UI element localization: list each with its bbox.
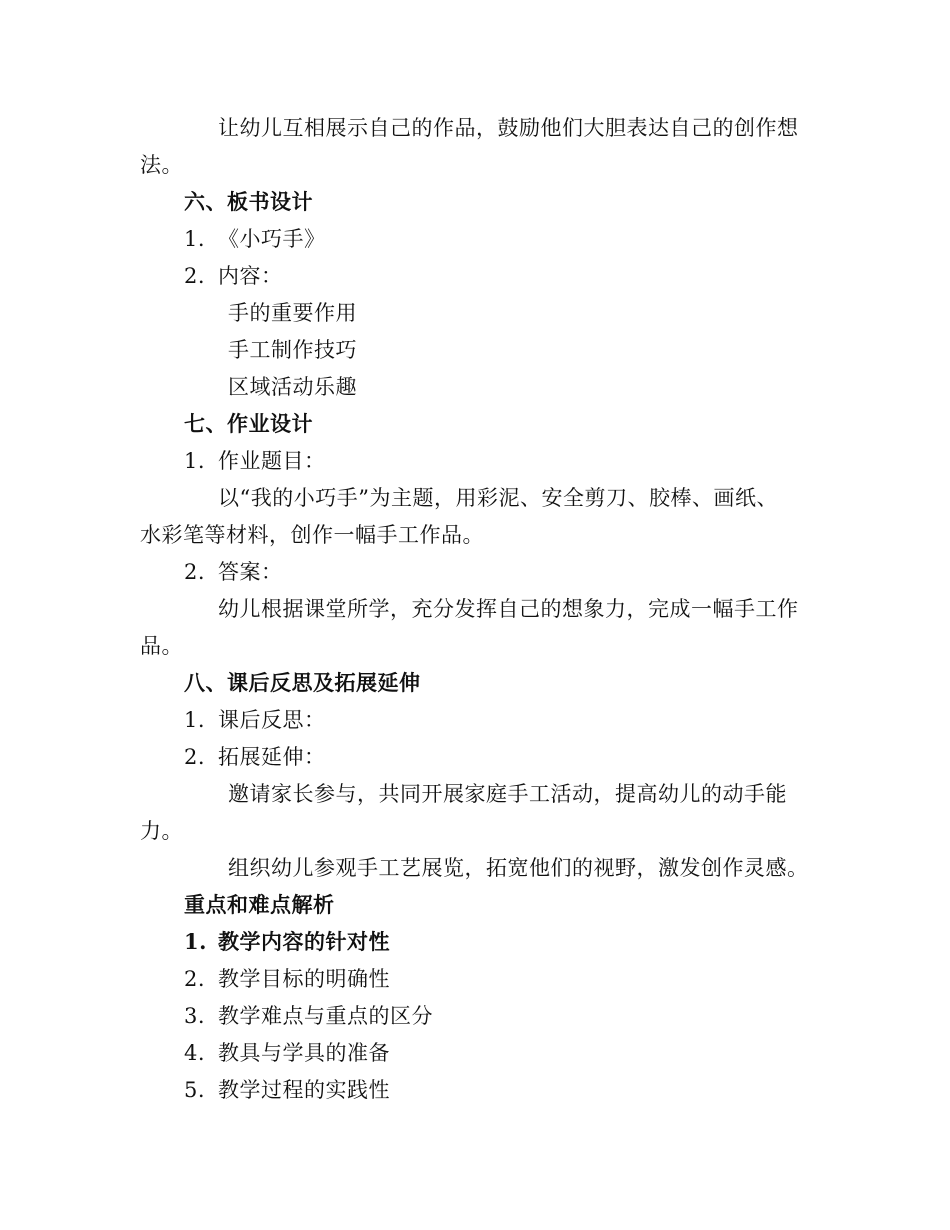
- section-heading: 重点和难点解析: [184, 892, 335, 917]
- paragraph-line: 让幼儿互相展示自己的作品，鼓励他们大胆表达自己的创作想: [218, 116, 799, 140]
- list-text: 教学过程的实践性: [218, 1078, 390, 1102]
- list-item: [184, 558, 283, 586]
- list-text: 《小巧手》: [218, 227, 326, 251]
- list-text: 内容：: [218, 264, 283, 288]
- list-item: [184, 743, 326, 771]
- list-text: 教学难点与重点的区分: [218, 1004, 433, 1028]
- paragraph-line: 品。: [140, 634, 183, 658]
- paragraph-line: 力。: [140, 819, 183, 843]
- list-text: 教学目标的明确性: [218, 967, 390, 991]
- list-item: [184, 1039, 390, 1067]
- paragraph-line: 水彩笔等材料，创作一幅手工作品。: [140, 523, 484, 547]
- list-number: 1.: [184, 227, 206, 251]
- list-item: [184, 447, 326, 475]
- list-item: [184, 1076, 390, 1104]
- paragraph-line: 邀请家长参与，共同开展家庭手工活动，提高幼儿的动手能: [228, 782, 787, 806]
- list-number: 3.: [184, 1004, 206, 1028]
- list-text: 拓展延伸：: [218, 745, 326, 769]
- paragraph-line: 法。: [140, 153, 183, 177]
- paragraph-line: 以“我的小巧手”为主题，用彩泥、安全剪刀、胶棒、画纸、: [218, 486, 778, 510]
- list-item: [184, 706, 326, 734]
- list-number: 2.: [184, 264, 206, 288]
- list-number: 2.: [184, 967, 206, 991]
- list-number: 2.: [184, 745, 206, 769]
- list-number: 4.: [184, 1041, 206, 1065]
- list-number: 5.: [184, 1078, 206, 1102]
- section-heading: 六、板书设计: [184, 189, 313, 214]
- section-heading: 八、课后反思及拓展延伸: [184, 670, 421, 695]
- list-text: 答案：: [218, 560, 283, 584]
- list-text: 教学内容的针对性: [218, 929, 390, 954]
- sub-item: 手的重要作用: [228, 301, 357, 325]
- list-item: [184, 1002, 433, 1030]
- list-number: 1.: [184, 708, 206, 732]
- list-text: 作业题目：: [218, 449, 326, 473]
- list-number: 2.: [184, 560, 206, 584]
- list-number: 1.: [184, 449, 206, 473]
- list-item: [184, 928, 390, 956]
- section-heading: 七、作业设计: [184, 411, 313, 436]
- list-item: [184, 965, 390, 993]
- list-text: 课后反思：: [218, 708, 326, 732]
- list-text: 教具与学具的准备: [218, 1041, 390, 1065]
- list-number: 1.: [184, 929, 207, 954]
- list-item: [184, 225, 326, 253]
- paragraph-line: 幼儿根据课堂所学，充分发挥自己的想象力，完成一幅手工作: [218, 597, 799, 621]
- paragraph-line: 组织幼儿参观手工艺展览，拓宽他们的视野，激发创作灵感。: [228, 856, 809, 880]
- list-item: [184, 262, 283, 290]
- sub-item: 手工制作技巧: [228, 338, 357, 362]
- sub-item: 区域活动乐趣: [228, 375, 357, 399]
